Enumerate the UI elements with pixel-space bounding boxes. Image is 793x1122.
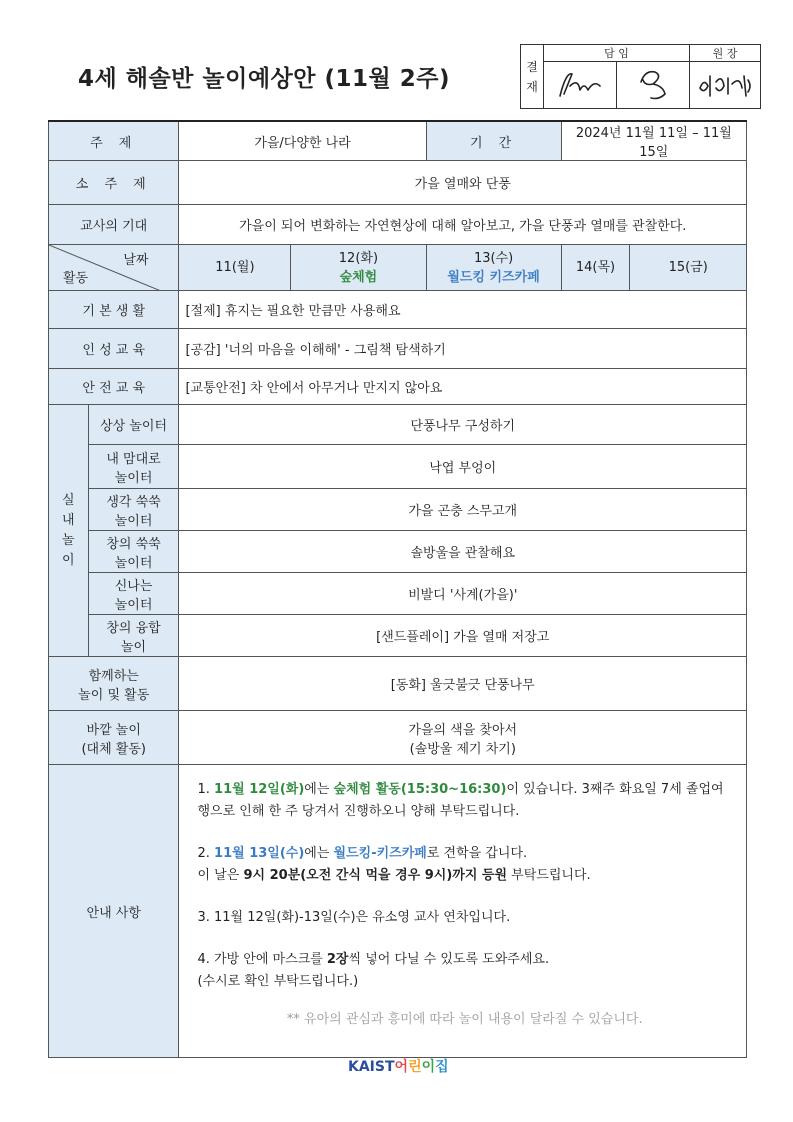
notice-item-1: 1. 11월 12일(화)에는 숲체험 활동(15:30~16:30)이 있습니다. 3째주 화요일 7세 졸업여행으로 인해 한 주 당겨서 진행하오니 양해 부탁드립니다. [197, 782, 724, 819]
outdoor-label: 바깥 놀이 (대체 활동) [49, 711, 179, 765]
indoor-item-value: [샌드플레이] 가을 열매 저장고 [179, 615, 747, 657]
signature-3 [690, 62, 761, 109]
charge-header: 담 임 [544, 45, 690, 62]
together-label: 함께하는 놀이 및 활동 [49, 657, 179, 711]
approval-label: 결 재 [521, 45, 544, 109]
period-value: 2024년 11월 11일 – 11월 15일 [561, 121, 746, 161]
together-value: [동화] 울긋불긋 단풍나무 [179, 657, 747, 711]
indoor-item-value: 낙엽 부엉이 [179, 445, 747, 489]
page-title: 4세 해솔반 놀이예상안 (11월 2주) [78, 66, 450, 92]
subtheme-label: 소 주 제 [49, 161, 179, 205]
indoor-item-label: 생각 쑥쑥 놀이터 [88, 489, 179, 531]
safety-edu-value: [교통안전] 차 안에서 아무거나 만지지 않아요 [179, 369, 747, 405]
indoor-item-value: 비발디 '사계(가을)' [179, 573, 747, 615]
expect-value: 가을이 되어 변화하는 자연현상에 대해 알아보고, 가을 단풍과 열매를 관찰한다. [179, 205, 747, 245]
director-header: 원 장 [690, 45, 761, 62]
subtheme-value: 가을 열매와 단풍 [179, 161, 747, 205]
theme-value: 가을/다양한 나라 [179, 121, 426, 161]
day-mon: 11(월) [179, 245, 291, 291]
day-tue: 12(화) 숲체험 [291, 245, 426, 291]
indoor-play-label: 실 내 놀 이 [49, 405, 89, 657]
indoor-item-value: 가을 곤충 스무고개 [179, 489, 747, 531]
notice-item-4: 4. 가방 안에 마스크를 2장씩 넣어 다닐 수 있도록 도와주세요. (수시로 확인 부탁드립니다.) [197, 952, 550, 989]
character-edu-label: 인 성 교 육 [49, 329, 179, 369]
date-label: 날짜 [123, 253, 149, 268]
safety-edu-label: 안 전 교 육 [49, 369, 179, 405]
notice-label: 안내 사항 [49, 765, 179, 1058]
character-edu-value: [공감] '너의 마음을 이해해' - 그림책 탐색하기 [179, 329, 747, 369]
theme-label: 주 제 [49, 121, 179, 161]
indoor-item-value: 단풍나무 구성하기 [179, 405, 747, 445]
kaist-logo: KAIST어린이집 [348, 1059, 449, 1075]
expect-label: 교사의 기대 [49, 205, 179, 245]
indoor-item-label: 창의 융합 놀이 [88, 615, 179, 657]
notice-item-3: 3. 11월 12일(화)-13일(수)은 유소영 교사 연차입니다. [197, 910, 511, 925]
approval-box [520, 44, 761, 109]
basic-life-value: [절제] 휴지는 필요한 만큼만 사용해요 [179, 291, 747, 329]
signature-1 [544, 62, 617, 109]
indoor-item-label: 상상 놀이터 [88, 405, 179, 445]
basic-life-label: 기 본 생 활 [49, 291, 179, 329]
indoor-item-label: 창의 쑥쑥 놀이터 [88, 531, 179, 573]
indoor-item-value: 솔방울을 관찰해요 [179, 531, 747, 573]
activity-label: 활동 [63, 271, 89, 286]
signature-2 [617, 62, 690, 109]
notice-footnote: ** 유아의 관심과 흥미에 따라 놀이 내용이 달라질 수 있습니다. [286, 1012, 643, 1027]
date-activity-header [49, 245, 179, 291]
outdoor-value: 가을의 색을 찾아서 (솔방울 제기 차기) [179, 711, 747, 765]
day-wed: 13(수) 월드킹 키즈카페 [426, 245, 561, 291]
notice-item-2: 2. 11월 13일(수)에는 월드킹-키즈카페로 견학을 갑니다. 이 날은 9시 20분(오전 간식 먹을 경우 9시)까지 등원 부탁드립니다. [197, 846, 591, 883]
day-thu: 14(목) [561, 245, 630, 291]
notice-body [179, 765, 747, 1058]
indoor-item-label: 내 맘대로 놀이터 [88, 445, 179, 489]
period-label: 기 간 [426, 121, 561, 161]
plan-table [48, 120, 747, 1058]
day-fri: 15(금) [630, 245, 747, 291]
indoor-item-label: 신나는 놀이터 [88, 573, 179, 615]
